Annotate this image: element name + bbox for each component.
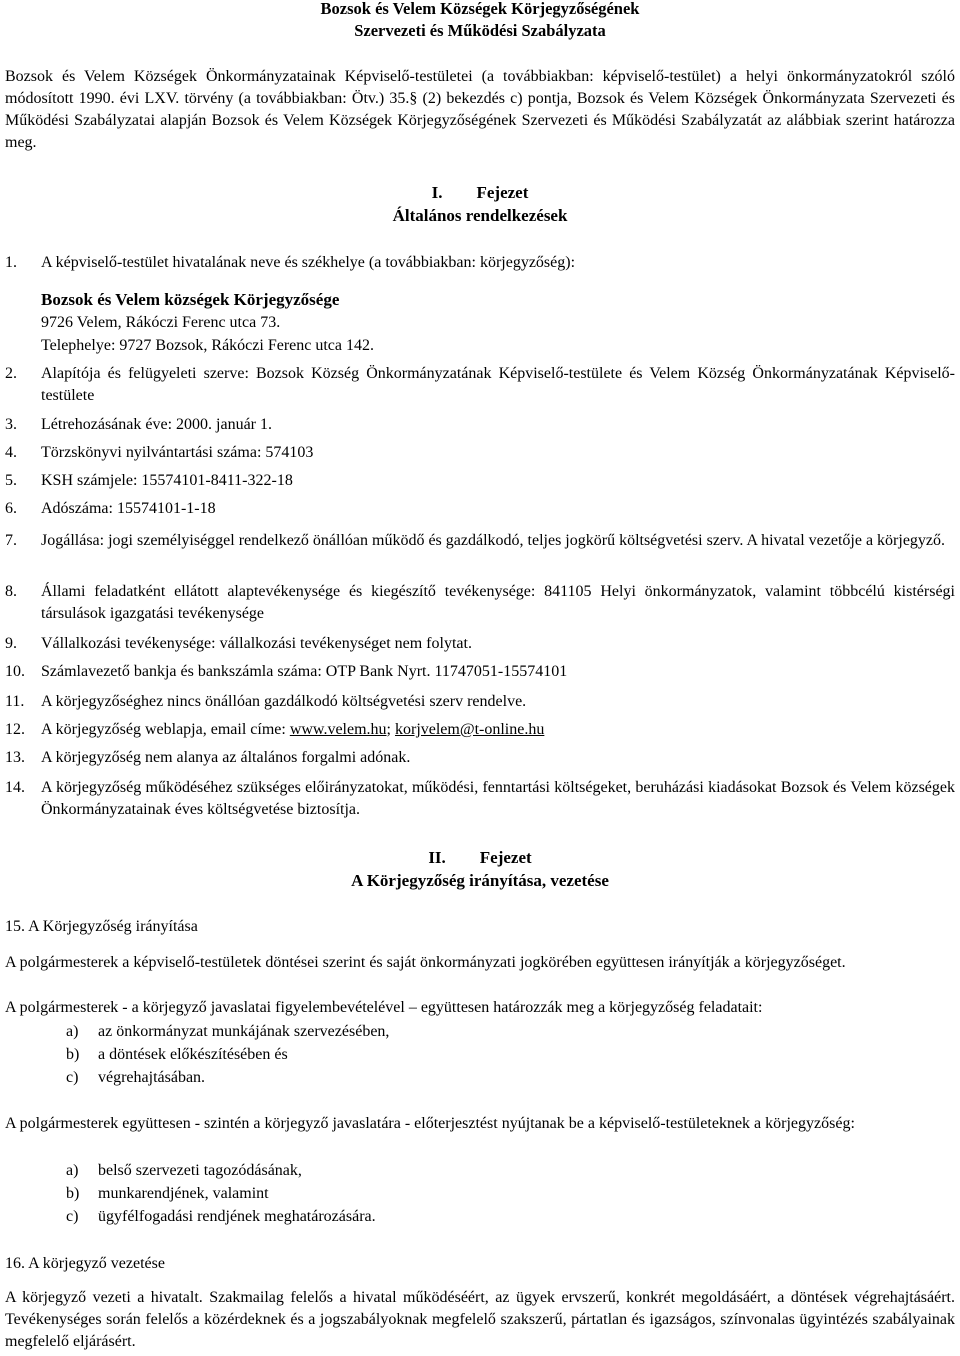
list-item-8	[5, 581, 955, 625]
chapter1-label: Fejezet	[476, 183, 529, 202]
section15-paragraph2: A polgármesterek - a körjegyző javaslatai figyelembevételével – együttesen határozzák meg a körjegyzőség feladatait:	[5, 999, 763, 1016]
list-letter: b)	[66, 1046, 80, 1063]
section15-paragraph3: A polgármesterek együttesen - szintén a körjegyző javaslatára - előterjesztést nyújtanak be a képviselő-testületeknek a körjegyzőség:	[5, 1115, 855, 1132]
list2-item-b	[66, 1183, 269, 1205]
list-letter: a)	[66, 1162, 79, 1179]
item-text: Létrehozásának éve: 2000. január 1.	[41, 416, 273, 433]
list-text: ügyfélfogadási rendjének meghatározására.	[98, 1208, 376, 1225]
item-text: A körjegyzőség működéséhez szükséges előirányzatokat, működési, fenntartási költségeket, beruházási kiadásokat Bozsok és Velem községek Önkormányzatainak éves költségvetése biztosítja.	[41, 779, 955, 818]
intro-paragraph: Bozsok és Velem Községek Önkormányzatainak Képviselő-testületei (a továbbiakban: képviselő-testület) a helyi önkormányzatokról szóló módosított 1990. évi LXV. törvény (a továbbiakban: Ötv.) 35.§ (2) bekezdés c) pontja, Bozsok és Velem Községek Önkormányzata Szervezeti és Működési Szabályzatai alapján Bozsok és Velem Községek Körjegyzőségének Szervezeti és Működési Szabályzatát az alábbiak szerint határozza meg.	[5, 68, 955, 151]
list2-item-c	[66, 1206, 376, 1228]
item-text: Adószáma: 15574101-1-18	[41, 500, 216, 517]
item-text: A körjegyzőséghez nincs önállóan gazdálkodó költségvetési szerv rendelve.	[41, 693, 527, 710]
list1-item-a	[66, 1021, 389, 1043]
item-text: A körjegyzőség nem alanya az általános forgalmi adónak.	[41, 749, 411, 766]
list-text: a döntések előkészítésében és	[98, 1046, 288, 1063]
list-letter: b)	[66, 1185, 80, 1202]
item-number: 4.	[5, 444, 17, 461]
office-name: Bozsok és Velem községek Körjegyzősége	[41, 290, 340, 309]
item-number: 11.	[5, 693, 25, 710]
item-text: Jogállása: jogi személyiséggel rendelkező önállóan működő és gazdálkodó, teljes jogkörű költségvetési szerv. A hivatal vezetője a körjegyző.	[41, 532, 946, 549]
list-letter: c)	[66, 1069, 79, 1086]
email-link[interactable]: korjvelem@t-online.hu	[394, 721, 545, 738]
list-text: az önkormányzat munkájának szervezésében,	[98, 1023, 390, 1040]
chapter2-heading	[0, 847, 960, 869]
document-title-line1: Bozsok és Velem Községek Körjegyzőségének	[320, 0, 640, 18]
office-site: Telephelye: 9727 Bozsok, Rákóczi Ferenc utca 142.	[41, 337, 374, 354]
list-text: belső szervezeti tagozódásának,	[98, 1162, 302, 1179]
section15-paragraph1: A polgármesterek a képviselő-testületek döntései szerint és saját önkormányzati jogkörében együttesen irányítják a körjegyzőséget.	[5, 954, 846, 971]
section16-paragraph1: A körjegyző vezeti a hivatalt. Szakmailag felelős a hivatal működéséért, az ügyek ervszerű, konkrét megoldásáért, a döntések végrehajtásáért. Tevékenységes során felelős a közérdeknek és a jogszabályoknak megfelelő szakszerű, pártatlan és igazságos, színvonalas ügyintézés szabályainak megfelelő eljárásért.	[5, 1289, 955, 1350]
item-text: A képviselő-testület hivatalának neve és székhelye (a továbbiakban: körjegyzőség):	[41, 254, 576, 271]
website-link[interactable]: www.velem.hu	[289, 721, 387, 738]
list-item-9	[5, 633, 955, 655]
item-text: Törzskönyvi nyilvántartási száma: 574103	[41, 444, 314, 461]
list-item-11	[5, 691, 955, 713]
link-separator: ;	[386, 721, 395, 738]
item-number: 5.	[5, 472, 17, 489]
list-item-6	[5, 498, 955, 520]
list-item-14	[5, 777, 955, 821]
list-item-3	[5, 414, 955, 436]
list-item-4	[5, 442, 955, 464]
item-number: 12.	[5, 721, 25, 738]
item-number: 8.	[5, 583, 17, 600]
chapter2-number: II.	[428, 848, 446, 867]
item-text	[41, 719, 955, 741]
list1-item-c	[66, 1067, 205, 1089]
item-number: 10.	[5, 663, 25, 680]
item-prefix: A körjegyzőség weblapja, email címe:	[41, 721, 290, 738]
list-item-7	[5, 530, 955, 552]
list-letter: a)	[66, 1023, 79, 1040]
item-number: 7.	[5, 532, 17, 549]
document-title-line2: Szervezeti és Működési Szabályzata	[354, 21, 606, 40]
list-text: munkarendjének, valamint	[98, 1185, 269, 1202]
item-number: 14.	[5, 779, 25, 796]
chapter2-title: A Körjegyzőség irányítása, vezetése	[351, 871, 609, 890]
chapter1-heading	[0, 182, 960, 204]
list-item-1	[5, 252, 955, 274]
item-text: Vállalkozási tevékenysége: vállalkozási tevékenységet nem folytat.	[41, 635, 472, 652]
section16-heading: 16. A körjegyző vezetése	[5, 1255, 165, 1272]
item-number: 9.	[5, 635, 17, 652]
office-address: 9726 Velem, Rákóczi Ferenc utca 73.	[41, 314, 281, 331]
list-item-13	[5, 747, 955, 769]
chapter1-number: I.	[431, 183, 443, 202]
list-letter: c)	[66, 1208, 79, 1225]
item-number: 6.	[5, 500, 17, 517]
chapter2-label: Fejezet	[479, 848, 532, 867]
list-text: végrehajtásában.	[98, 1069, 206, 1086]
item-number: 1.	[5, 254, 17, 271]
list-item-2	[5, 363, 955, 407]
item-text: Állami feladatként ellátott alaptevékenysége és kiegészítő tevékenysége: 841105 Helyi önkormányzatok, valamint többcélú kistérségi társulások igazgatási tevékenysége	[41, 583, 955, 622]
item-number: 3.	[5, 416, 17, 433]
item-text: Számlavezető bankja és bankszámla száma: OTP Bank Nyrt. 11747051-15574101	[41, 663, 568, 680]
list-item-12	[5, 719, 955, 741]
list-item-10	[5, 661, 955, 683]
list1-item-b	[66, 1044, 288, 1066]
section15-heading: 15. A Körjegyzőség irányítása	[5, 918, 198, 935]
list2-item-a	[66, 1160, 302, 1182]
item-number: 13.	[5, 749, 25, 766]
item-number: 2.	[5, 365, 17, 382]
item-text: Alapítója és felügyeleti szerve: Bozsok Község Önkormányzatának Képviselő-testülete és Velem Község Önkormányzatának Képviselő-testülete	[41, 365, 955, 404]
chapter1-title: Általános rendelkezések	[392, 206, 568, 225]
item-text: KSH számjele: 15574101-8411-322-18	[41, 472, 293, 489]
list-item-5	[5, 470, 955, 492]
